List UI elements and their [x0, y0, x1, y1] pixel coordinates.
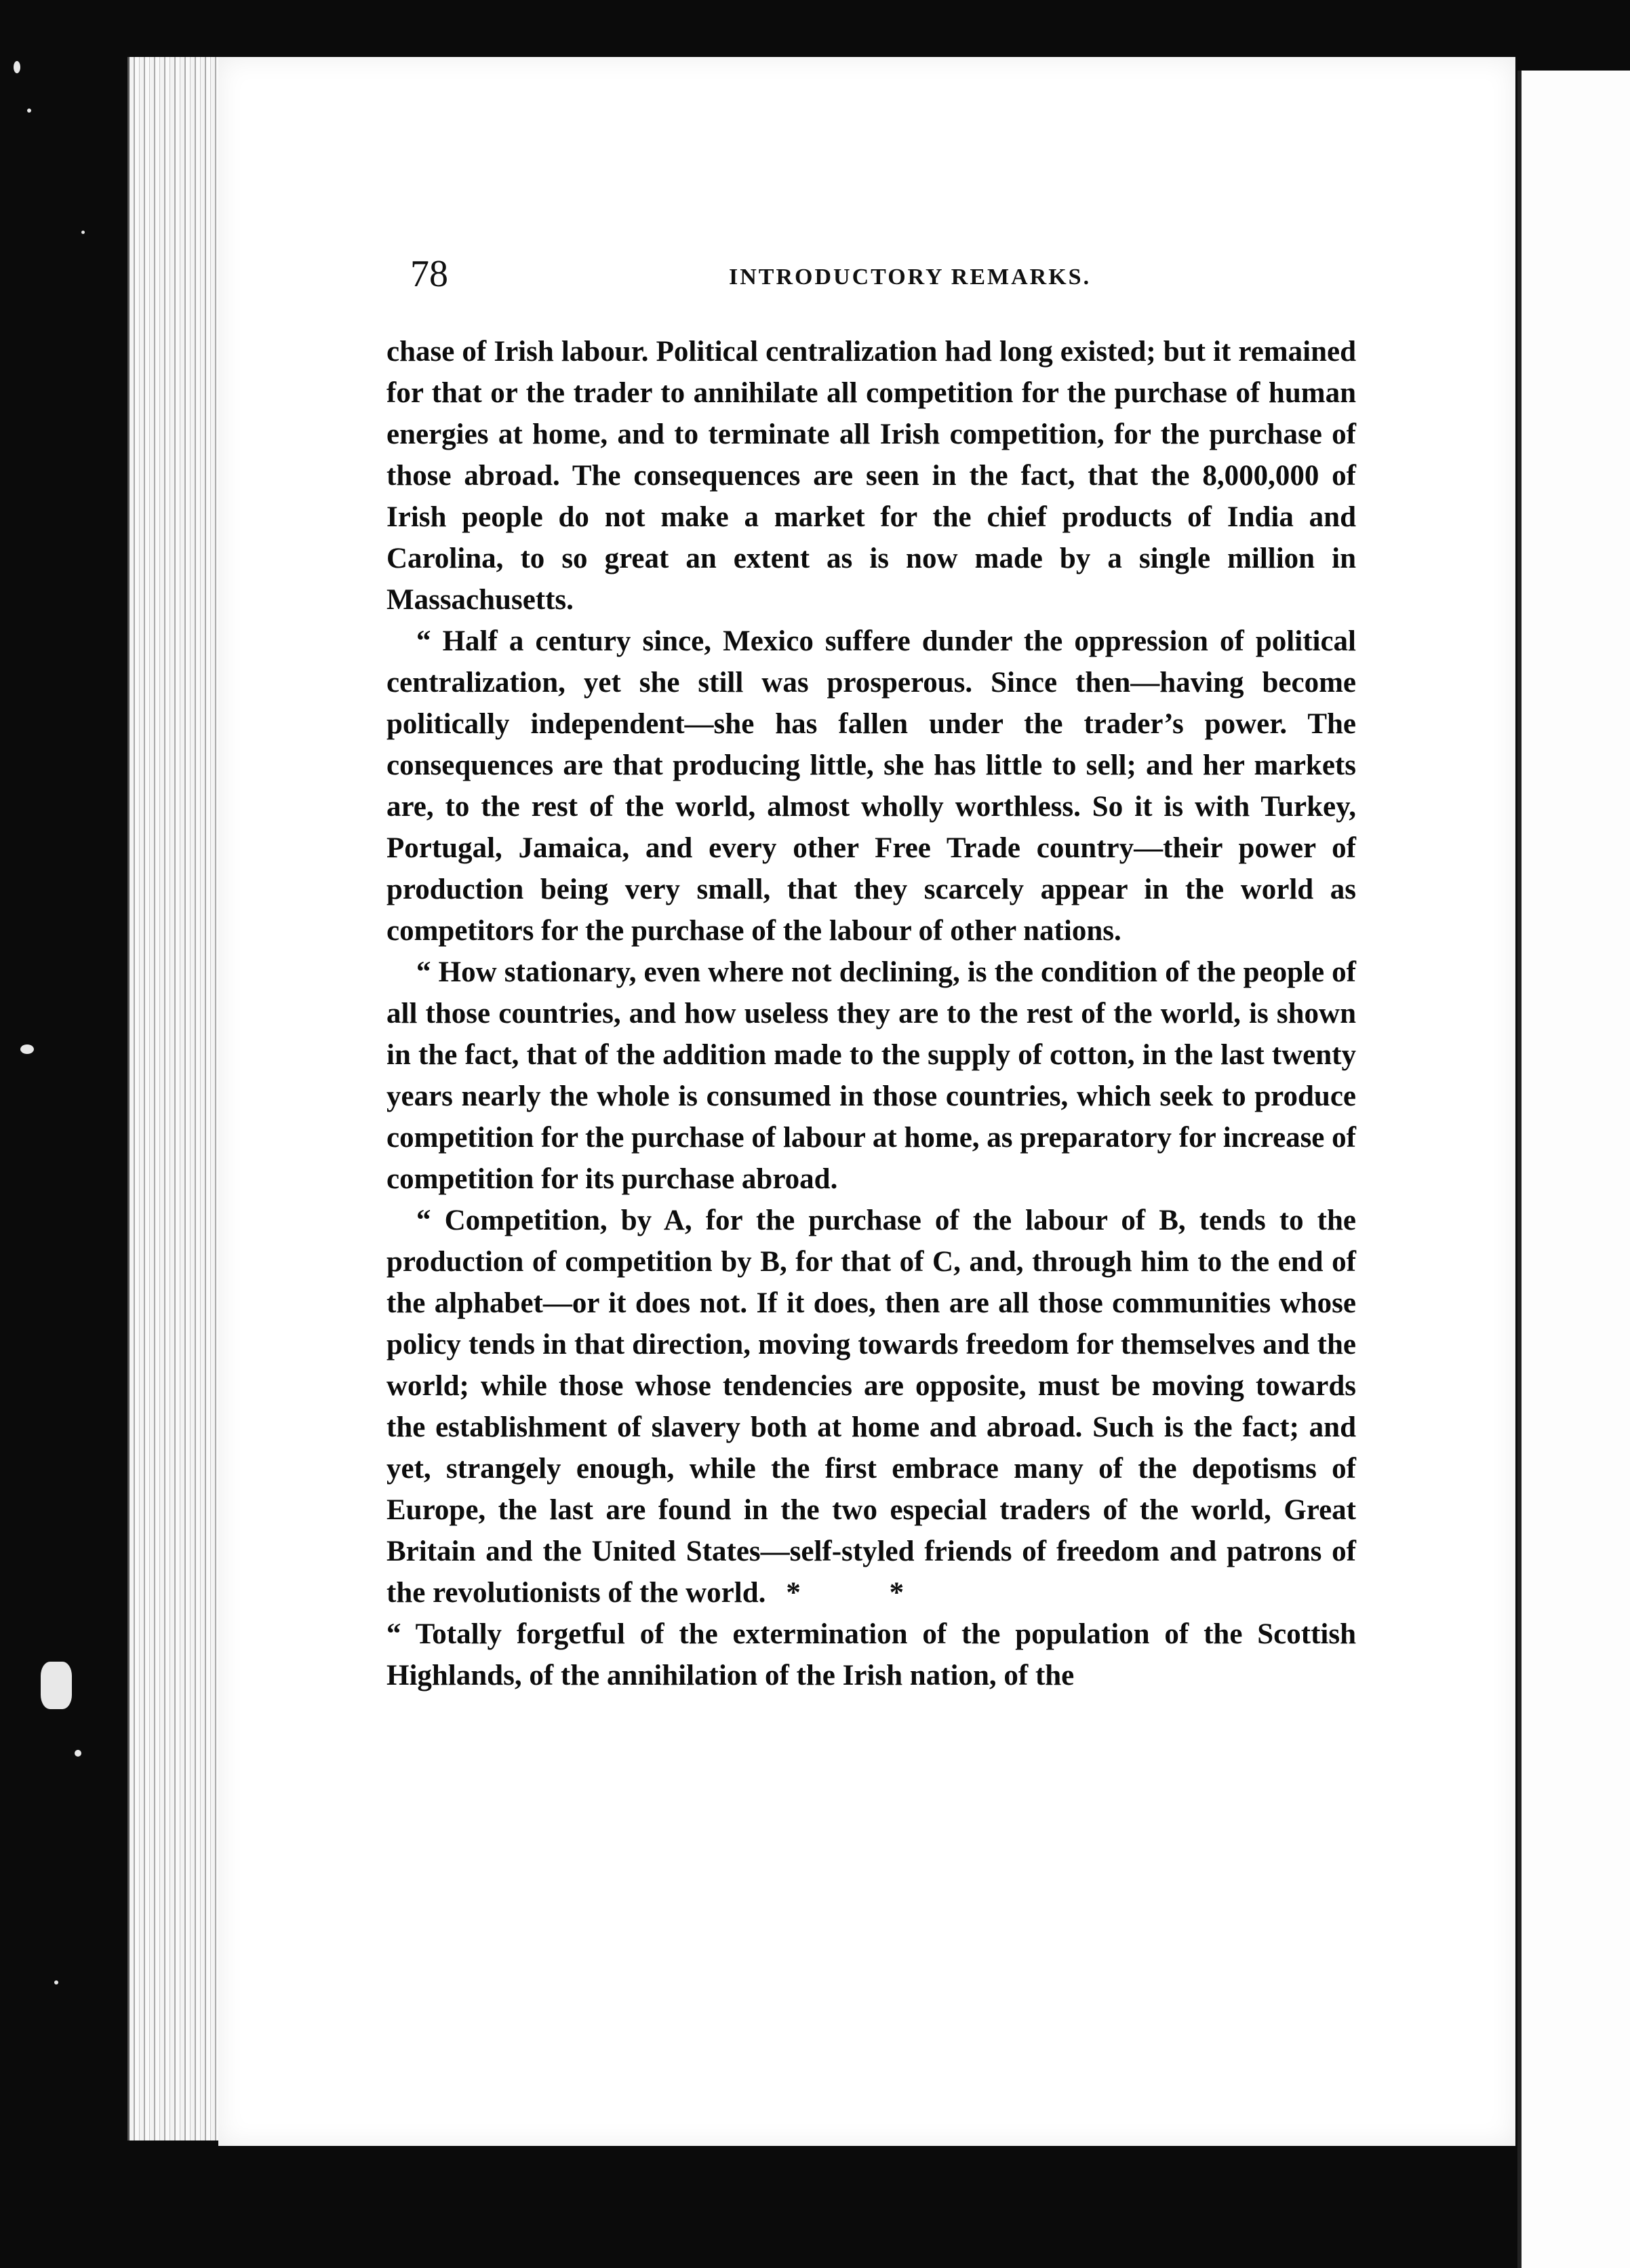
paragraph-5: “ Totally forgetful of the extermination of the population of the Scottish Highlands, of the annihilation of the Irish nation, of the — [386, 1618, 1356, 1692]
running-head: INTRODUCTORY REMARKS. — [729, 265, 1092, 290]
scan-speck — [75, 1750, 81, 1757]
scan-speck — [54, 1980, 58, 1984]
scan-speck — [20, 1044, 34, 1054]
page-number: 78 — [410, 253, 448, 295]
paragraph-2: “ Half a century since, Mexico suffere dunder the oppression of political centralization, yet she still was prosperous. Since then—having become politically independent—she has fallen under the trader’s power. The consequences are that producing little, she has little to sell; and her markets are, to the rest of the world, almost wholly worthless. So it is with Turkey, Portugal, Jamaica, and every other Free Trade country—their power of production being very small, that they scarcely appear in the world as competitors for the purchase of the labour of other nations. — [386, 625, 1356, 947]
page-edges — [127, 57, 224, 2140]
paragraph-4-text: “ Competition, by A, for the purchase of the labour of B, tends to the production of competition by B, for that of C, and, through him to the end of the alphabet—or it does not. If it does, then are all those communities whose policy tends in that direction, moving towards freedom for themselves and the world; while those whose tendencies are opposite, must be moving towards the establishment of slavery both at home and abroad. Such is the fact; and yet, strangely enough, while the first embrace many of the depotisms of Europe, the last are found in the two especial traders of the world, Great Britain and the United States—self-styled friends of freedom and patrons of the revolutionists of the world. — [386, 1205, 1356, 1609]
facing-page-edge — [1517, 71, 1630, 2268]
scan-speck — [41, 1662, 72, 1709]
page-header — [410, 252, 1349, 300]
ellipsis-stars: * * — [786, 1577, 945, 1609]
paragraph-1: chase of Irish labour. Political centralization had long existed; but it remained for that or the trader to annihilate all competition for the purchase of human energies at home, and to terminate all Irish competition, for the purchase of those abroad. The consequences are seen in the fact, that the 8,000,000 of Irish people do not make a market for the chief products of India and Carolina, to so great an extent as is now made by a single million in Massachusetts. — [386, 336, 1356, 616]
scan-speck — [14, 61, 20, 73]
scan-speck — [81, 231, 85, 234]
body-text — [386, 331, 1356, 1696]
paragraph-3: “ How stationary, even where not declining, is the condition of the people of all those countries, and how useless they are to the rest of the world, is shown in the fact, that of the addition made to the supply of cotton, in the last twenty years nearly the whole is consumed in those countries, which seek to produce competition for the purchase of labour at home, as preparatory for increase of competition for its purchase abroad. — [386, 956, 1356, 1195]
paragraph-4 — [386, 1200, 1356, 1614]
scan-speck — [27, 109, 31, 113]
